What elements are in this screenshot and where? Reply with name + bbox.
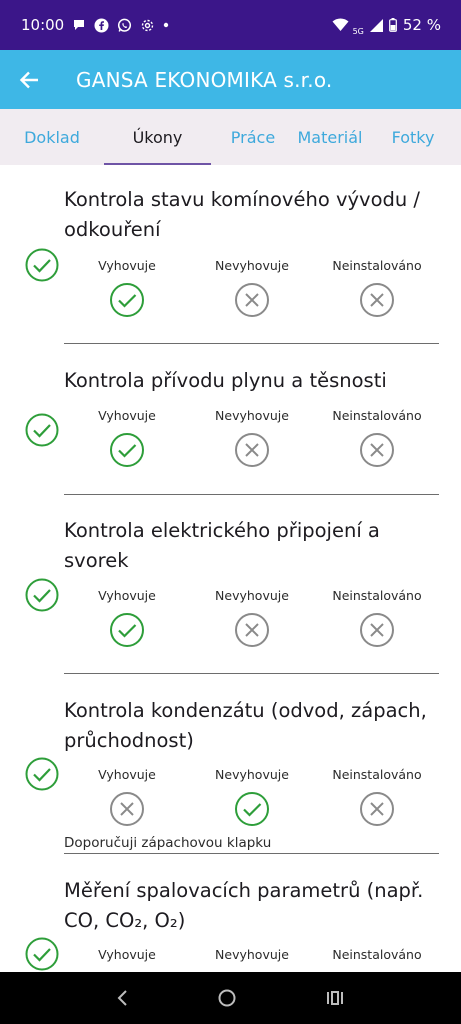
battery-icon [389,18,397,32]
divider [64,673,439,674]
x-circle-icon [359,432,395,468]
option-label: Vyhovuje [98,258,156,273]
option-nevyhovuje[interactable] [192,258,312,318]
chat-bubble-icon [72,18,86,32]
back-arrow-icon [19,71,39,89]
option-nevyhovuje[interactable] [192,947,312,962]
app-bar [0,50,461,109]
divider [64,853,439,854]
option-vyhovuje[interactable] [67,947,187,962]
option-label: Neinstalováno [332,947,422,962]
status-time: 10:00 [21,16,65,34]
status-bar [0,0,461,50]
option-neinstalovano[interactable] [317,947,437,962]
option-vyhovuje[interactable] [67,588,187,648]
option-neinstalovano[interactable] [317,767,437,827]
tab-prace[interactable]: Práce [230,127,276,147]
check-circle-icon [25,578,59,612]
x-circle-icon [359,791,395,827]
x-circle-icon [359,612,395,648]
check-circle-icon [234,791,270,827]
nav-recents-icon[interactable] [325,989,345,1007]
tab-ukony[interactable]: Úkony [104,109,211,165]
notification-dot-icon [163,22,169,28]
tab-material[interactable]: Materiál [297,127,363,147]
option-label: Nevyhovuje [215,947,289,962]
option-label: Vyhovuje [98,588,156,603]
option-label: Nevyhovuje [215,258,289,273]
divider [64,494,439,495]
x-circle-icon [234,432,270,468]
page-title: GANSA EKONOMIKA s.r.o. [76,67,333,92]
nav-home-icon[interactable] [217,988,237,1008]
task-title: Měření spalovacích parametrů (např. CO, CO₂, O₂) [64,879,424,932]
option-neinstalovano[interactable] [317,408,437,468]
option-label: Neinstalováno [332,588,422,603]
option-label: Vyhovuje [98,767,156,782]
task-title: Kontrola kondenzátu (odvod, zápach, průchodnost) [64,699,427,752]
x-circle-icon [234,612,270,648]
check-circle-icon [25,937,59,971]
x-circle-icon [359,282,395,318]
network-type: 5G [352,26,364,36]
facebook-icon [94,18,109,33]
task-list [0,165,461,972]
option-nevyhovuje[interactable] [192,408,312,468]
option-nevyhovuje[interactable] [192,767,312,827]
task-title: Kontrola přívodu plynu a těsnosti [64,369,387,392]
tab-doklad[interactable]: Doklad [24,127,80,147]
check-circle-icon [25,248,59,282]
option-vyhovuje[interactable] [67,408,187,468]
task-title: Kontrola stavu komínového vývodu / odkouření [64,188,420,241]
battery-level: 52 % [402,16,441,34]
x-circle-icon [109,791,145,827]
wifi-icon [332,18,349,32]
back-button[interactable] [0,50,58,109]
divider [64,343,439,344]
tab-fotky[interactable]: Fotky [391,127,435,147]
option-label: Neinstalováno [332,408,422,423]
whatsapp-icon [117,18,132,33]
option-label: Nevyhovuje [215,408,289,423]
check-circle-icon [109,282,145,318]
option-neinstalovano[interactable] [317,588,437,648]
check-circle-icon [25,413,59,447]
option-label: Vyhovuje [98,947,156,962]
option-label: Neinstalováno [332,258,422,273]
x-circle-icon [234,282,270,318]
check-circle-icon [109,432,145,468]
check-circle-icon [109,612,145,648]
option-vyhovuje[interactable] [67,767,187,827]
task-title: Kontrola elektrického připojení a svorek [64,519,380,572]
settings-icon [140,18,155,33]
option-nevyhovuje[interactable] [192,588,312,648]
option-label: Nevyhovuje [215,767,289,782]
task-note: Doporučuji zápachovou klapku [64,835,272,851]
signal-icon [370,19,383,32]
option-label: Neinstalováno [332,767,422,782]
nav-back-icon[interactable] [116,989,130,1007]
option-label: Vyhovuje [98,408,156,423]
option-vyhovuje[interactable] [67,258,187,318]
option-neinstalovano[interactable] [317,258,437,318]
option-label: Nevyhovuje [215,588,289,603]
check-circle-icon [25,757,59,791]
system-nav-bar [0,972,461,1024]
tab-bar [0,109,461,165]
